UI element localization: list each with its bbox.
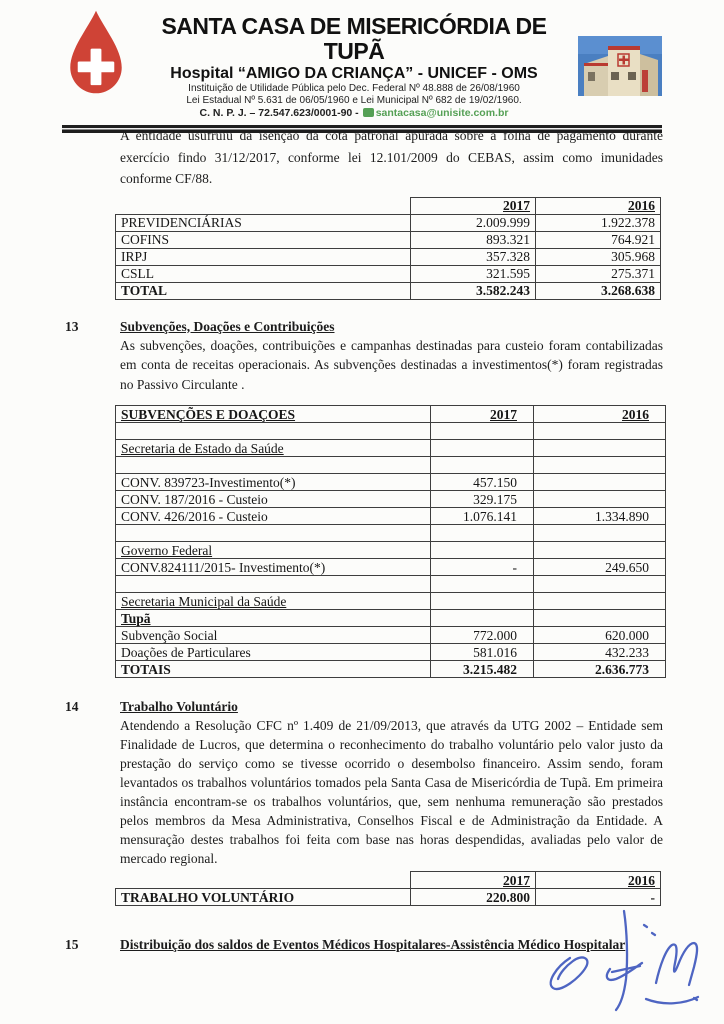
value-cell: -	[431, 559, 534, 576]
value-cell: 1.922.378	[536, 214, 661, 231]
col-header-2016: 2016	[534, 406, 666, 423]
section-14-heading	[65, 699, 662, 715]
value-cell: -	[536, 889, 661, 906]
tax-exemption-table	[115, 197, 661, 300]
row-label-cell: Doações de Particulares	[116, 644, 431, 661]
row-label-cell	[116, 525, 431, 542]
row-label-cell: CONV. 187/2016 - Custeio	[116, 491, 431, 508]
org-subtitle: Hospital “AMIGO DA CRIANÇA” - UNICEF - OMS	[170, 65, 538, 82]
handwritten-initials-signature	[528, 903, 713, 1023]
table-row	[116, 265, 661, 282]
table-row	[116, 610, 666, 627]
table-row	[116, 214, 661, 231]
value-cell	[534, 525, 666, 542]
col-header-2017: 2017	[431, 406, 534, 423]
table-row	[116, 542, 666, 559]
blank-header-cell	[116, 872, 411, 889]
value-cell: 432.233	[534, 644, 666, 661]
value-cell: 1.334.890	[534, 508, 666, 525]
org-line2: Lei Estadual Nº 5.631 de 06/05/1960 e Lei Municipal Nº 682 de 19/02/1960.	[186, 95, 522, 106]
table-row	[116, 491, 666, 508]
section-13-heading	[65, 319, 662, 335]
table-row	[116, 661, 666, 678]
row-label-cell: TOTAL	[116, 282, 411, 299]
blank-header-cell	[116, 197, 411, 214]
table-header-row	[116, 872, 661, 889]
table-row	[116, 248, 661, 265]
row-label-cell: PREVIDENCIÁRIAS	[116, 214, 411, 231]
row-label-cell: TOTAIS	[116, 661, 431, 678]
row-label-cell: CONV. 426/2016 - Custeio	[116, 508, 431, 525]
section-title: Trabalho Voluntário	[120, 699, 238, 714]
value-cell: 1.076.141	[431, 508, 534, 525]
row-label-cell: IRPJ	[116, 248, 411, 265]
row-label-cell: CONV.824111/2015- Investimento(*)	[116, 559, 431, 576]
table-header-row	[116, 406, 666, 423]
row-label-cell	[116, 576, 431, 593]
value-cell	[431, 525, 534, 542]
row-label-cell: TRABALHO VOLUNTÁRIO	[116, 889, 411, 906]
value-cell: 275.371	[536, 265, 661, 282]
value-cell: 457.150	[431, 474, 534, 491]
value-cell	[534, 491, 666, 508]
value-cell: 329.175	[431, 491, 534, 508]
value-cell: 772.000	[431, 627, 534, 644]
value-cell	[534, 440, 666, 457]
section-number: 13	[65, 318, 79, 334]
value-cell	[534, 610, 666, 627]
value-cell: 305.968	[536, 248, 661, 265]
col-header-2017: 2017	[411, 872, 536, 889]
section-13-body: As subvenções, doações, contribuições e campanhas destinadas para custeio foram contabilizadas em conta de receitas operacionais. As subvenções destinadas a investimentos(*) foram registradas no Passivo Circulante .	[120, 337, 663, 392]
value-cell: 893.321	[411, 231, 536, 248]
table-row	[116, 508, 666, 525]
table-row	[116, 644, 666, 661]
col-header-2017: 2017	[411, 197, 536, 214]
col-header-2016: 2016	[536, 197, 661, 214]
row-label-cell	[116, 423, 431, 440]
cnpj-text: C. N. P. J. – 72.547.623/0001-90 -	[199, 107, 359, 119]
table-row	[116, 576, 666, 593]
value-cell	[431, 440, 534, 457]
table-row	[116, 231, 661, 248]
value-cell: 2.636.773	[534, 661, 666, 678]
value-cell: 3.268.638	[536, 282, 661, 299]
row-label-cell: Secretaria Municipal da Saúde	[116, 593, 431, 610]
table-row	[116, 627, 666, 644]
table-row	[116, 440, 666, 457]
value-cell	[534, 593, 666, 610]
row-label-cell: Governo Federal	[116, 542, 431, 559]
table-row	[116, 474, 666, 491]
value-cell: 2.009.999	[411, 214, 536, 231]
org-title: SANTA CASA DE MISERICÓRDIA DE TUPÃ	[161, 13, 547, 64]
value-cell: 249.650	[534, 559, 666, 576]
blood-drop-cross-icon	[62, 8, 130, 101]
value-cell	[431, 542, 534, 559]
value-cell: 764.921	[536, 231, 661, 248]
value-cell	[534, 576, 666, 593]
row-label-cell: CSLL	[116, 265, 411, 282]
value-cell: 620.000	[534, 627, 666, 644]
hospital-building-photo	[578, 36, 662, 96]
voluntary-work-table	[115, 871, 661, 906]
value-cell	[534, 457, 666, 474]
value-cell: 3.582.243	[411, 282, 536, 299]
table-row	[116, 423, 666, 440]
table-row	[116, 525, 666, 542]
value-cell	[534, 423, 666, 440]
value-cell	[431, 593, 534, 610]
org-line1: Instituição de Utilidade Pública pelo Dec. Federal Nº 48.888 de 26/08/1960	[188, 83, 520, 94]
row-label-cell: COFINS	[116, 231, 411, 248]
table-header-row	[116, 197, 661, 214]
row-label-cell: CONV. 839723-Investimento(*)	[116, 474, 431, 491]
value-cell	[431, 576, 534, 593]
value-cell: 357.328	[411, 248, 536, 265]
row-label-cell: Secretaria de Estado da Saúde	[116, 440, 431, 457]
table-row	[116, 559, 666, 576]
value-cell	[431, 610, 534, 627]
row-label-cell	[116, 457, 431, 474]
subventions-header-label: SUBVENÇÕES E DOAÇOES	[116, 406, 431, 423]
col-header-2016: 2016	[536, 872, 661, 889]
value-cell	[431, 457, 534, 474]
letterhead-text	[130, 6, 578, 120]
value-cell: 581.016	[431, 644, 534, 661]
value-cell: 321.595	[411, 265, 536, 282]
table-row	[116, 457, 666, 474]
intro-paragraph: A entidade usufruiu da isenção da cota patronal apurada sobre a folha de pagamento durante exercício findo 31/12/2017, conforme lei 12.101/2009 do CEBAS, assim como imunidades conforme CF/88.	[120, 128, 663, 186]
org-email: santacasa@unisite.com.br	[375, 107, 509, 119]
table-row	[116, 593, 666, 610]
value-cell: 220.800	[411, 889, 536, 906]
section-title: Distribuição dos saldos de Eventos Médicos Hospitalares-Assistência Médico Hospitalar	[120, 937, 626, 952]
row-label-cell: Tupã	[116, 610, 431, 627]
row-label-cell: Subvenção Social	[116, 627, 431, 644]
section-number: 14	[65, 699, 79, 714]
section-title: Subvenções, Doações e Contribuições	[120, 318, 335, 334]
value-cell	[534, 474, 666, 491]
section-14-body: Atendendo a Resolução CFC nº 1.409 de 21/09/2013, que através da UTG 2002 – Entidade sem Finalidade de Lucros, que determina o reconhecimento do trabalho voluntário pelo valor justo da prestação do serviço como se tivesse ocorrido o desembolso financeiro. Assim sendo, foram levantados os trabalhos voluntários tomados pela Santa Casa de Misericórdia de Tupã. Em primeira instância encontram-se os trabalhos voluntários, que, sem nenhuma remuneração são prestados pelos membros da Mesa Administrativa, Conselhos Fiscal e de Administração da Entidade. A mensuração destes trabalhos foi feita com base nas horas despendidas, avaliadas pelo valor de mercado regional.	[120, 718, 663, 866]
section-number: 15	[65, 937, 79, 952]
table-row	[116, 282, 661, 299]
value-cell	[431, 423, 534, 440]
value-cell: 3.215.482	[431, 661, 534, 678]
value-cell	[534, 542, 666, 559]
subventions-table	[115, 405, 666, 678]
